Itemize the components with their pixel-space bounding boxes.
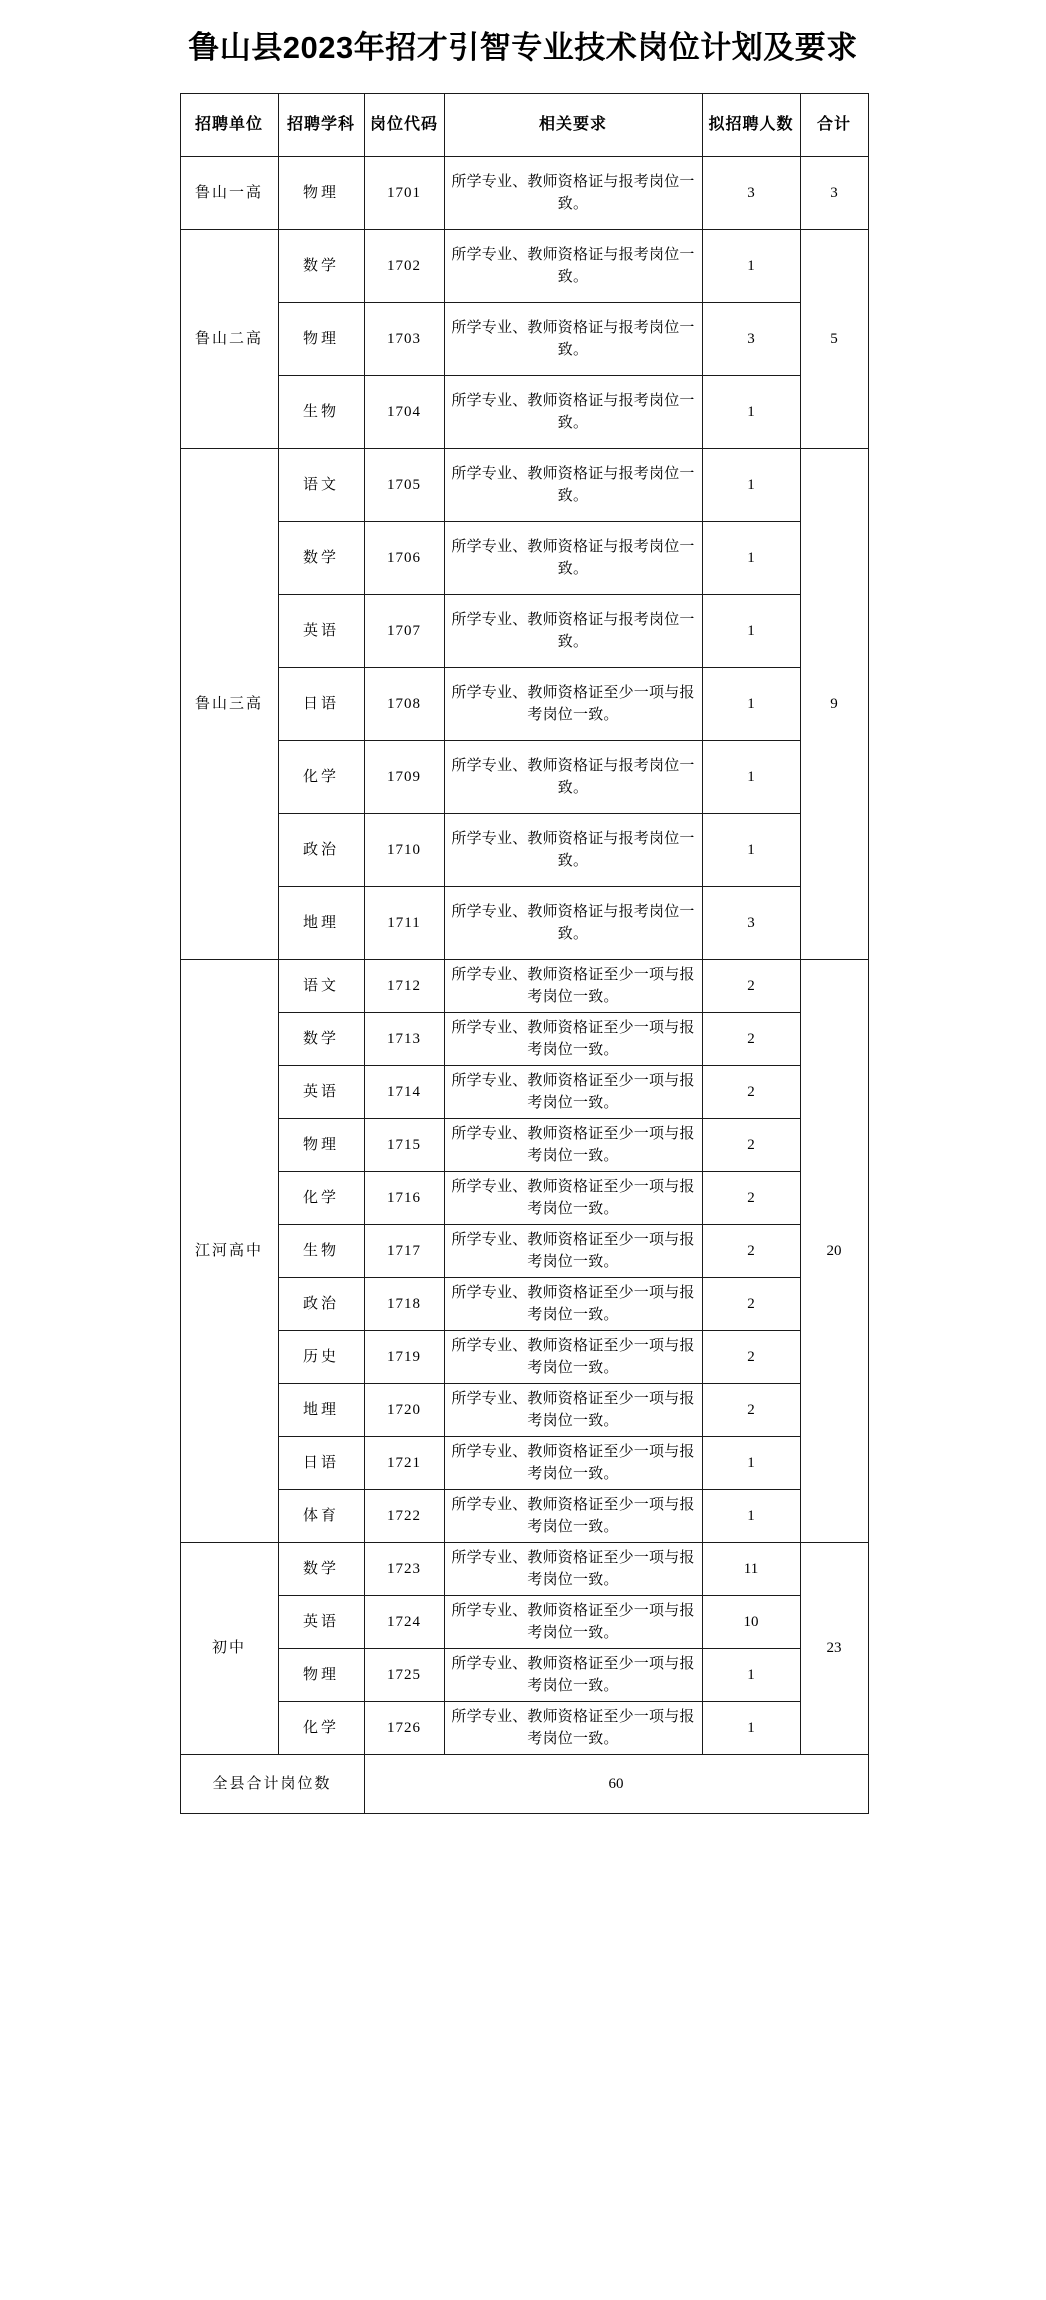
cell-requirement: 所学专业、教师资格证至少一项与报考岗位一致。 <box>444 1331 702 1384</box>
table-row <box>180 1119 868 1172</box>
cell-subject: 政治 <box>278 814 364 887</box>
column-header-unit: 招聘单位 <box>180 94 278 157</box>
cell-requirement: 所学专业、教师资格证至少一项与报考岗位一致。 <box>444 1702 702 1755</box>
cell-job-code: 1705 <box>364 449 444 522</box>
cell-job-code: 1719 <box>364 1331 444 1384</box>
cell-requirement: 所学专业、教师资格证至少一项与报考岗位一致。 <box>444 1278 702 1331</box>
cell-planned-count: 2 <box>702 1066 800 1119</box>
cell-unit: 江河高中 <box>180 960 278 1543</box>
cell-subject: 日语 <box>278 1437 364 1490</box>
cell-group-total: 3 <box>800 157 868 230</box>
cell-unit: 鲁山三高 <box>180 449 278 960</box>
cell-subject: 化学 <box>278 1172 364 1225</box>
table-row <box>180 1066 868 1119</box>
table-row <box>180 814 868 887</box>
cell-requirement: 所学专业、教师资格证与报考岗位一致。 <box>444 303 702 376</box>
cell-job-code: 1707 <box>364 595 444 668</box>
table-row <box>180 303 868 376</box>
cell-requirement: 所学专业、教师资格证与报考岗位一致。 <box>444 814 702 887</box>
grand-total-row <box>180 1755 868 1814</box>
table-row <box>180 1331 868 1384</box>
cell-job-code: 1721 <box>364 1437 444 1490</box>
table-row <box>180 1225 868 1278</box>
table-row <box>180 376 868 449</box>
table-row <box>180 1278 868 1331</box>
cell-subject: 物理 <box>278 1649 364 1702</box>
table-row <box>180 157 868 230</box>
cell-requirement: 所学专业、教师资格证与报考岗位一致。 <box>444 887 702 960</box>
cell-subject: 物理 <box>278 157 364 230</box>
table-row <box>180 1702 868 1755</box>
cell-requirement: 所学专业、教师资格证至少一项与报考岗位一致。 <box>444 1013 702 1066</box>
table-row <box>180 668 868 741</box>
cell-subject: 物理 <box>278 303 364 376</box>
cell-subject: 历史 <box>278 1331 364 1384</box>
column-header-subject: 招聘学科 <box>278 94 364 157</box>
cell-planned-count: 2 <box>702 960 800 1013</box>
grand-total-value: 60 <box>364 1755 868 1814</box>
recruitment-plan-table <box>180 93 869 1814</box>
cell-requirement: 所学专业、教师资格证至少一项与报考岗位一致。 <box>444 1437 702 1490</box>
cell-planned-count: 3 <box>702 887 800 960</box>
cell-job-code: 1703 <box>364 303 444 376</box>
cell-requirement: 所学专业、教师资格证至少一项与报考岗位一致。 <box>444 1119 702 1172</box>
cell-planned-count: 1 <box>702 522 800 595</box>
table-row <box>180 960 868 1013</box>
cell-group-total: 9 <box>800 449 868 960</box>
cell-job-code: 1711 <box>364 887 444 960</box>
table-body <box>180 157 868 1814</box>
cell-subject: 数学 <box>278 522 364 595</box>
cell-subject: 化学 <box>278 741 364 814</box>
cell-planned-count: 1 <box>702 741 800 814</box>
cell-requirement: 所学专业、教师资格证至少一项与报考岗位一致。 <box>444 1172 702 1225</box>
cell-planned-count: 1 <box>702 449 800 522</box>
table-row <box>180 741 868 814</box>
cell-subject: 英语 <box>278 595 364 668</box>
cell-requirement: 所学专业、教师资格证至少一项与报考岗位一致。 <box>444 960 702 1013</box>
cell-requirement: 所学专业、教师资格证至少一项与报考岗位一致。 <box>444 1596 702 1649</box>
cell-planned-count: 1 <box>702 230 800 303</box>
table-header <box>180 94 868 157</box>
cell-requirement: 所学专业、教师资格证与报考岗位一致。 <box>444 157 702 230</box>
cell-subject: 地理 <box>278 887 364 960</box>
cell-job-code: 1712 <box>364 960 444 1013</box>
cell-requirement: 所学专业、教师资格证与报考岗位一致。 <box>444 741 702 814</box>
cell-planned-count: 1 <box>702 668 800 741</box>
cell-unit: 鲁山二高 <box>180 230 278 449</box>
cell-planned-count: 3 <box>702 303 800 376</box>
table-row <box>180 595 868 668</box>
cell-planned-count: 1 <box>702 814 800 887</box>
cell-planned-count: 1 <box>702 1649 800 1702</box>
cell-planned-count: 2 <box>702 1225 800 1278</box>
column-header-requirement: 相关要求 <box>444 94 702 157</box>
table-row <box>180 1437 868 1490</box>
cell-job-code: 1701 <box>364 157 444 230</box>
table-row <box>180 230 868 303</box>
cell-job-code: 1725 <box>364 1649 444 1702</box>
cell-subject: 数学 <box>278 1013 364 1066</box>
cell-requirement: 所学专业、教师资格证与报考岗位一致。 <box>444 376 702 449</box>
table-row <box>180 1384 868 1437</box>
cell-unit: 初中 <box>180 1543 278 1755</box>
cell-subject: 英语 <box>278 1596 364 1649</box>
cell-subject: 数学 <box>278 230 364 303</box>
table-row <box>180 1172 868 1225</box>
cell-requirement: 所学专业、教师资格证至少一项与报考岗位一致。 <box>444 1225 702 1278</box>
cell-planned-count: 3 <box>702 157 800 230</box>
table-row <box>180 449 868 522</box>
cell-job-code: 1716 <box>364 1172 444 1225</box>
table-row <box>180 1649 868 1702</box>
cell-job-code: 1709 <box>364 741 444 814</box>
cell-job-code: 1717 <box>364 1225 444 1278</box>
cell-group-total: 5 <box>800 230 868 449</box>
page-title: 鲁山县2023年招才引智专业技术岗位计划及要求 <box>188 30 858 65</box>
cell-requirement: 所学专业、教师资格证与报考岗位一致。 <box>444 449 702 522</box>
cell-requirement: 所学专业、教师资格证至少一项与报考岗位一致。 <box>444 668 702 741</box>
cell-requirement: 所学专业、教师资格证至少一项与报考岗位一致。 <box>444 1543 702 1596</box>
table-row <box>180 522 868 595</box>
cell-subject: 生物 <box>278 376 364 449</box>
cell-requirement: 所学专业、教师资格证与报考岗位一致。 <box>444 522 702 595</box>
cell-subject: 体育 <box>278 1490 364 1543</box>
cell-subject: 生物 <box>278 1225 364 1278</box>
cell-unit: 鲁山一高 <box>180 157 278 230</box>
cell-requirement: 所学专业、教师资格证至少一项与报考岗位一致。 <box>444 1649 702 1702</box>
cell-planned-count: 10 <box>702 1596 800 1649</box>
cell-planned-count: 2 <box>702 1278 800 1331</box>
cell-job-code: 1723 <box>364 1543 444 1596</box>
cell-planned-count: 2 <box>702 1384 800 1437</box>
cell-subject: 化学 <box>278 1702 364 1755</box>
cell-subject: 政治 <box>278 1278 364 1331</box>
cell-planned-count: 2 <box>702 1331 800 1384</box>
column-header-planned: 拟招聘人数 <box>702 94 800 157</box>
cell-planned-count: 11 <box>702 1543 800 1596</box>
cell-planned-count: 1 <box>702 1490 800 1543</box>
cell-job-code: 1726 <box>364 1702 444 1755</box>
cell-subject: 地理 <box>278 1384 364 1437</box>
cell-job-code: 1706 <box>364 522 444 595</box>
cell-requirement: 所学专业、教师资格证与报考岗位一致。 <box>444 595 702 668</box>
cell-job-code: 1724 <box>364 1596 444 1649</box>
cell-requirement: 所学专业、教师资格证至少一项与报考岗位一致。 <box>444 1384 702 1437</box>
cell-requirement: 所学专业、教师资格证至少一项与报考岗位一致。 <box>444 1066 702 1119</box>
cell-subject: 数学 <box>278 1543 364 1596</box>
cell-requirement: 所学专业、教师资格证至少一项与报考岗位一致。 <box>444 1490 702 1543</box>
cell-planned-count: 2 <box>702 1172 800 1225</box>
cell-job-code: 1702 <box>364 230 444 303</box>
cell-job-code: 1722 <box>364 1490 444 1543</box>
cell-group-total: 20 <box>800 960 868 1543</box>
cell-job-code: 1715 <box>364 1119 444 1172</box>
table-row <box>180 1596 868 1649</box>
column-header-code: 岗位代码 <box>364 94 444 157</box>
cell-planned-count: 2 <box>702 1119 800 1172</box>
cell-job-code: 1713 <box>364 1013 444 1066</box>
cell-planned-count: 1 <box>702 1437 800 1490</box>
cell-subject: 英语 <box>278 1066 364 1119</box>
cell-subject: 语文 <box>278 449 364 522</box>
table-container <box>0 93 1046 1814</box>
header-row <box>180 94 868 157</box>
cell-subject: 日语 <box>278 668 364 741</box>
cell-job-code: 1710 <box>364 814 444 887</box>
cell-planned-count: 2 <box>702 1013 800 1066</box>
cell-group-total: 23 <box>800 1543 868 1755</box>
cell-planned-count: 1 <box>702 595 800 668</box>
table-row <box>180 1013 868 1066</box>
cell-planned-count: 1 <box>702 376 800 449</box>
table-row <box>180 1490 868 1543</box>
cell-requirement: 所学专业、教师资格证与报考岗位一致。 <box>444 230 702 303</box>
cell-planned-count: 1 <box>702 1702 800 1755</box>
column-header-total: 合计 <box>800 94 868 157</box>
grand-total-label: 全县合计岗位数 <box>180 1755 364 1814</box>
table-row <box>180 887 868 960</box>
cell-job-code: 1704 <box>364 376 444 449</box>
cell-job-code: 1718 <box>364 1278 444 1331</box>
cell-job-code: 1714 <box>364 1066 444 1119</box>
cell-subject: 语文 <box>278 960 364 1013</box>
cell-job-code: 1708 <box>364 668 444 741</box>
cell-job-code: 1720 <box>364 1384 444 1437</box>
table-row <box>180 1543 868 1596</box>
cell-subject: 物理 <box>278 1119 364 1172</box>
